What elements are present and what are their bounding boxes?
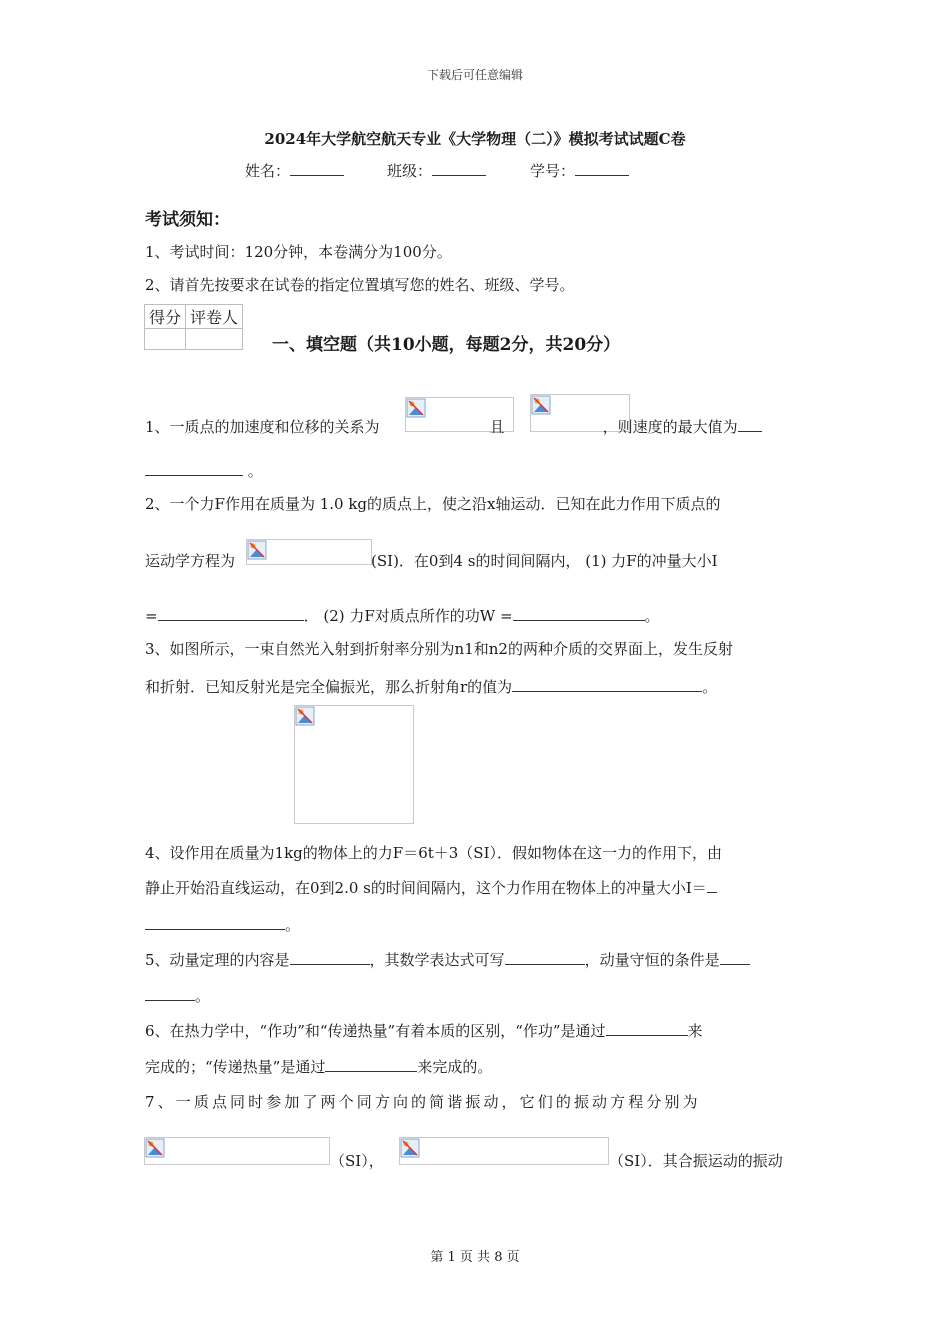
broken-image-icon (531, 395, 551, 415)
answer-blank[interactable] (158, 606, 304, 621)
answer-blank[interactable] (512, 677, 702, 692)
q1-text: ，则速度的最大值为 (602, 418, 738, 436)
page-title: 2024年大学航空航天专业《大学物理（二）》模拟考试试题C卷 (264, 130, 686, 148)
question-7-text: 7、一质点同时参加了两个同方向的简谐振动，它们的振动方程分别为 (145, 1093, 701, 1111)
question-2-line3 (145, 605, 660, 626)
q1-text: 且 (489, 418, 505, 436)
answer-blank[interactable] (707, 878, 717, 893)
answer-blank[interactable] (513, 606, 645, 621)
formula-image (399, 1137, 609, 1165)
question-3-text: 3、如图所示，一束自然光入射到折射率分别为n1和n2的两种介质的交界面上，发生反射 (145, 640, 733, 658)
question-4-line3 (145, 914, 300, 935)
broken-image-icon (145, 1138, 165, 1158)
class-field (387, 160, 486, 181)
student-id-field (530, 160, 629, 181)
answer-blank[interactable] (145, 461, 243, 476)
q6-text: 6、在热力学中，“作功”和“传递热量”有着本质的区别，“作功”是通过 (145, 1022, 606, 1040)
score-table (144, 304, 243, 350)
name-blank[interactable] (290, 161, 344, 176)
question-4-text: 4、设作用在质量为1kg的物体上的力F＝6t＋3（SI）．假如物体在这一力的作用下，由 (145, 844, 723, 862)
notice-item: 1、考试时间：120分钟，本卷满分为100分。 (145, 243, 452, 261)
question-6-line2 (145, 1056, 492, 1077)
q5-text: ，动量守恒的条件是 (584, 951, 720, 969)
q5-text: ，其数学表达式可写 (369, 951, 505, 969)
class-label: 班级： (387, 162, 433, 180)
question-3-line2 (145, 676, 717, 697)
grader-header: 评卷人 (186, 305, 243, 329)
header-note: 下载后可任意编辑 (426, 68, 523, 82)
name-field (245, 160, 344, 181)
broken-image-icon (400, 1138, 420, 1158)
question-2-text: 2、一个力F作用在质量为 1.0 kg的质点上，使之沿x轴运动．已知在此力作用下质点的 (145, 495, 721, 513)
broken-image-icon (406, 398, 426, 418)
grader-cell (186, 329, 243, 350)
answer-blank[interactable] (606, 1021, 688, 1036)
answer-blank[interactable] (145, 915, 285, 930)
section-heading: 一、填空题（共10小题，每题2分，共20分） (272, 335, 621, 355)
score-cell (145, 329, 186, 350)
class-blank[interactable] (432, 161, 486, 176)
question-1-text (145, 416, 762, 437)
answer-blank[interactable] (325, 1057, 417, 1072)
question-4-line2 (145, 877, 717, 898)
broken-image-icon (295, 706, 315, 726)
q1-text: 。 (247, 462, 263, 480)
q4-text: 静止开始沿直线运动，在0到2.0 s的时间间隔内，这个力作用在物体上的冲量大小I＝ (145, 879, 707, 897)
q6-text: 来 (687, 1022, 703, 1040)
q6-text: 完成的；“传递热量”是通过 (145, 1058, 326, 1076)
q5-text: 5、动量定理的内容是 (145, 951, 290, 969)
q2-text: = (145, 607, 158, 625)
notice-heading: 考试须知： (145, 210, 230, 230)
question-6-text (145, 1020, 703, 1041)
q2-text: 。 (644, 607, 660, 625)
q5-text: 。 (195, 987, 211, 1005)
q6-text: 来完成的。 (417, 1058, 493, 1076)
page-footer: 第 1 页 共 8 页 (430, 1250, 520, 1265)
notice-item: 2、请首先按要求在试卷的指定位置填写您的姓名、班级、学号。 (145, 276, 575, 294)
question-5-cont (145, 985, 210, 1006)
student-id-blank[interactable] (575, 161, 629, 176)
q3-text: 。 (702, 678, 718, 696)
answer-blank[interactable] (290, 950, 370, 965)
q7-si-2: （SI）．其合振运动的振动 (609, 1152, 783, 1170)
q3-text: 和折射．已知反射光是完全偏振光，那么折射角r的值为 (145, 678, 513, 696)
question-5-text (145, 949, 750, 970)
answer-blank[interactable] (145, 986, 195, 1001)
q2-text: 运动学方程为 (145, 552, 236, 570)
q2-text: ． (2) 力F对质点所作的功W = (303, 607, 513, 625)
answer-blank[interactable] (720, 950, 750, 965)
formula-image (144, 1137, 330, 1165)
q4-text: 。 (285, 916, 301, 934)
score-header: 得分 (145, 305, 186, 329)
answer-blank[interactable] (505, 950, 585, 965)
name-label: 姓名： (245, 162, 291, 180)
question-1-cont (145, 460, 263, 481)
q1-text: 1、一质点的加速度和位移的关系为 (145, 418, 380, 436)
q7-si-1: （SI）， (330, 1152, 384, 1170)
question-2-line2 (145, 550, 718, 571)
figure-image (294, 705, 414, 824)
student-id-label: 学号： (530, 162, 576, 180)
q2-text: (SI)．在0到4 s的时间间隔内， (1) 力F的冲量大小I (371, 552, 718, 570)
answer-blank[interactable] (738, 417, 762, 432)
